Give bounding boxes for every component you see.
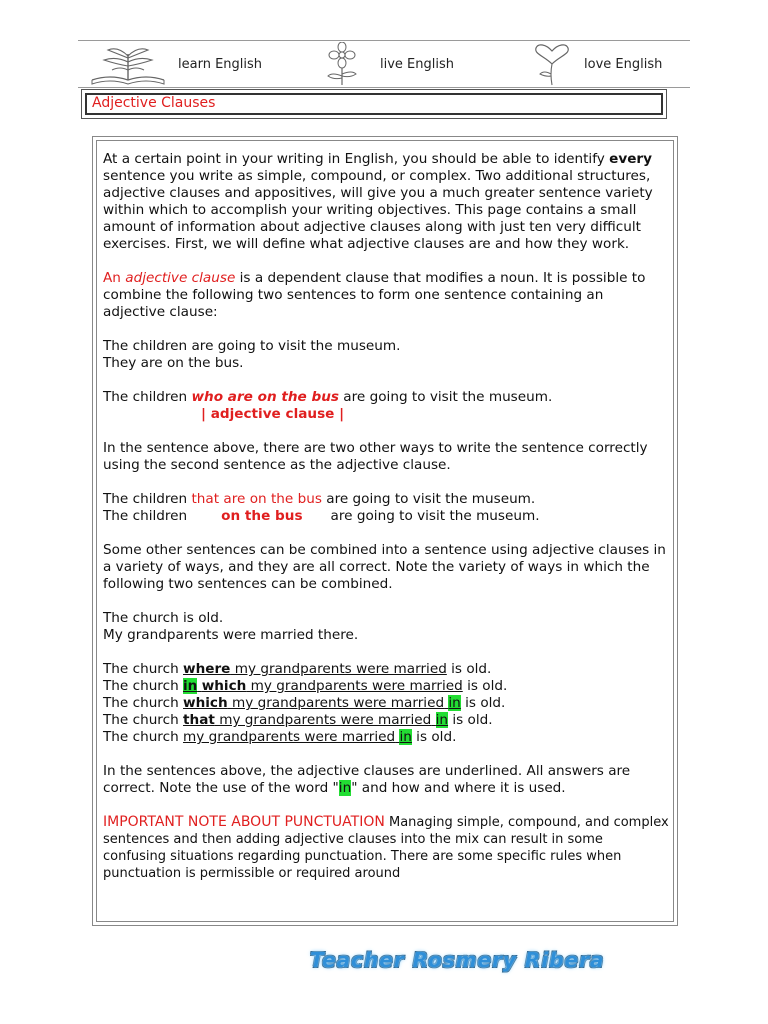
header-label-love: love English xyxy=(584,56,663,72)
clause-who-are-on-the-bus: who are on the bus xyxy=(191,389,339,405)
plant-book-icon xyxy=(84,42,172,86)
church-line-which-in: The church which my grandparents were married in is old. xyxy=(103,695,506,711)
example-sentences-1: The children are going to visit the museum. They are on the bus. xyxy=(103,338,401,371)
title-box xyxy=(81,89,667,119)
clause-that-are-on-the-bus: that are on the bus xyxy=(191,491,322,507)
term-adjective-clause: adjective clause xyxy=(125,270,236,286)
heart-icon xyxy=(526,42,578,86)
example-sentences-2: The church is old. My grandparents were married there. xyxy=(103,610,359,643)
footer-signature xyxy=(310,944,672,980)
definition-paragraph: An adjective clause is a dependent clause that modifies a noun. It is possible to combine the following two sentences to form one sentence containing an adjective clause: xyxy=(103,270,646,320)
header-item-love xyxy=(526,41,662,87)
header-label-learn: learn English xyxy=(178,56,263,72)
punctuation-note-paragraph: IMPORTANT NOTE ABOUT PUNCTUATION Managing simple, compound, and complex sentences and then adding adjective clauses into the mix can result in some confusing situations regarding punctuation. There are some specific rules when punctuation is permissible or required around xyxy=(103,814,669,881)
other-ways-paragraph: In the sentence above, there are two other ways to write the sentence correctly using the second sentence as the adjective clause. xyxy=(103,440,648,473)
highlight-in: in xyxy=(338,780,352,796)
adjective-clause-label: | adjective clause | xyxy=(201,406,345,422)
intro-paragraph: At a certain point in your writing in English, you should be able to identify every sentence you write as simple, compound, or complex. Two additional structures, adjective clauses and appositives, will give you a much greater sentence variety within which to accomplish your writing objectives. This page contains a small amount of information about adjective clauses along with just ten very difficult exercises. First, we will define what adjective clauses are and how they work. xyxy=(103,151,653,252)
combined-example: The children who are on the bus are going to visit the museum. | adjective clause | xyxy=(103,389,553,422)
flower-icon xyxy=(310,42,374,86)
header-label-live: live English xyxy=(380,56,454,72)
header-item-learn xyxy=(84,41,262,87)
header-banner xyxy=(78,40,690,88)
content-body xyxy=(103,151,669,899)
clause-on-the-bus: on the bus xyxy=(221,508,303,524)
church-line-in-which: The church in which my grandparents were married is old. xyxy=(103,678,508,694)
header-item-live xyxy=(310,41,454,87)
teacher-name: Teacher Rosmery Ribera xyxy=(310,948,605,972)
church-line-that-in: The church that my grandparents were married in is old. xyxy=(103,712,493,728)
underlined-note-paragraph: In the sentences above, the adjective clauses are underlined. All answers are correct. Note the use of the word "in" and how and where it is used. xyxy=(103,763,631,796)
church-line-in: The church my grandparents were married in is old. xyxy=(103,729,457,745)
variety-paragraph: Some other sentences can be combined into a sentence using adjective clauses in a variety of ways, and they are all correct. Note the variety of ways in which the following two sentences can be combined. xyxy=(103,542,666,592)
punctuation-heading: IMPORTANT NOTE ABOUT PUNCTUATION xyxy=(103,814,385,830)
church-examples xyxy=(103,661,669,746)
emphasis-every: every xyxy=(609,151,652,167)
church-line-where: The church where my grandparents were married is old. xyxy=(103,661,492,677)
alternate-examples: The children that are on the bus are going to visit the museum. The children on the bus are going to visit the museum. xyxy=(103,491,540,524)
page-title: Adjective Clauses xyxy=(92,95,216,111)
